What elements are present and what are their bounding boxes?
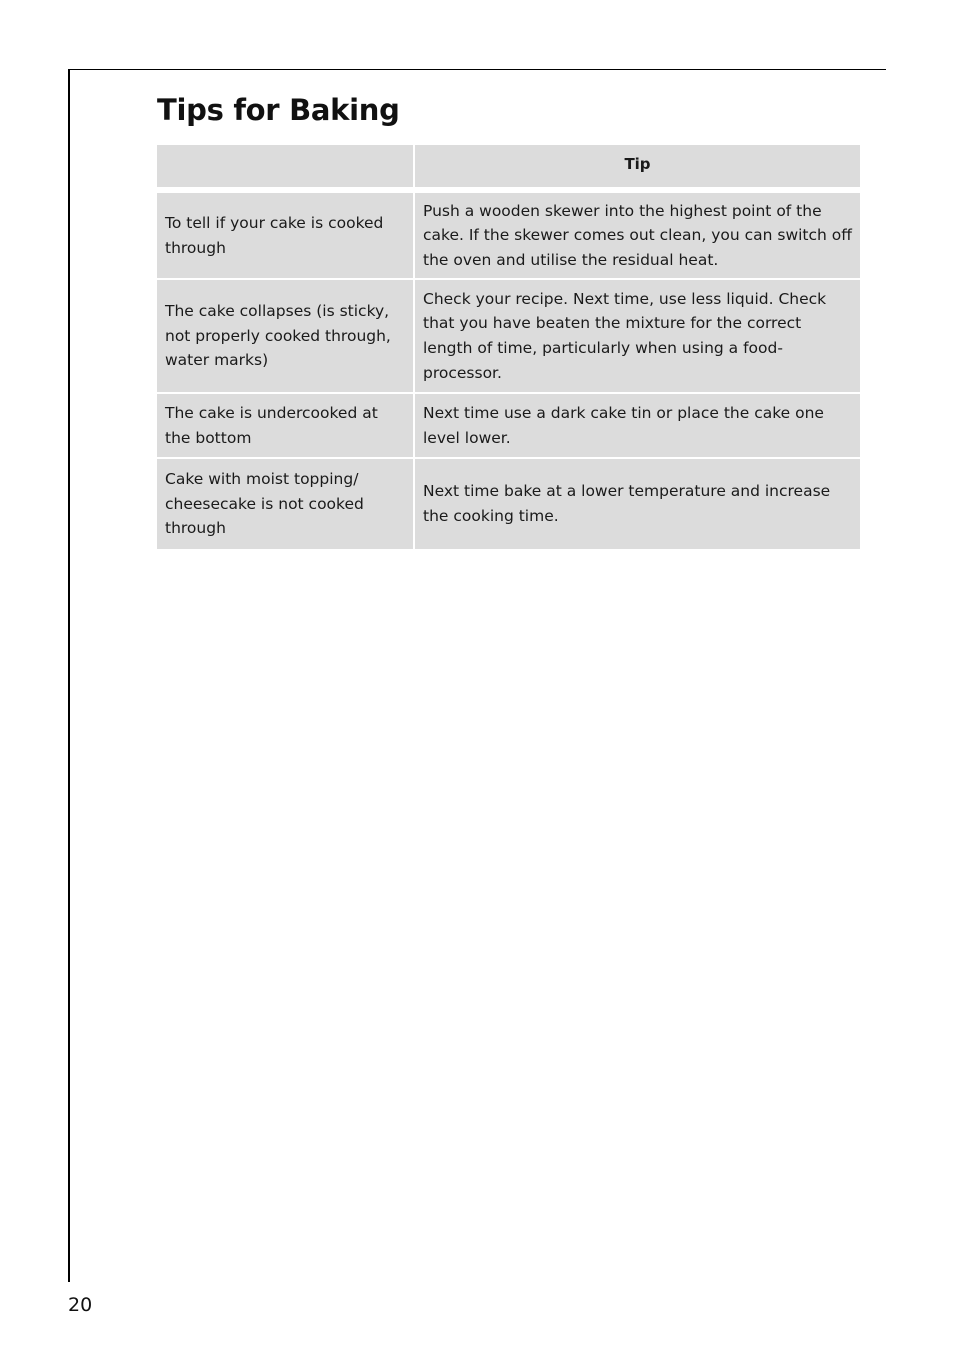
left-margin-rule: [68, 69, 70, 1282]
table-header-row: [157, 145, 860, 193]
baking-tips-table: [157, 145, 860, 549]
tip-cell: Check your recipe. Next time, use less liquid. Check that you have beaten the mixture for the correct length of time, particularly when using a food-processor.: [413, 280, 860, 394]
problem-cell: The cake is undercooked at the bottom: [157, 394, 413, 459]
column-header-tip: Tip: [413, 145, 860, 193]
table-row: [157, 459, 860, 549]
table-row: [157, 193, 860, 280]
page-number: 20: [68, 1294, 93, 1316]
tip-cell: Push a wooden skewer into the highest point of the cake. If the skewer comes out clean, you can switch off the oven and utilise the residual heat.: [413, 193, 860, 280]
problem-cell: To tell if your cake is cooked through: [157, 193, 413, 280]
top-rule: [68, 69, 886, 70]
page-title: Tips for Baking: [157, 93, 400, 127]
problem-cell: The cake collapses (is sticky, not properly cooked through, water marks): [157, 280, 413, 394]
table-row: [157, 280, 860, 394]
tip-cell: Next time use a dark cake tin or place the cake one level lower.: [413, 394, 860, 459]
problem-cell: Cake with moist topping/ cheesecake is not cooked through: [157, 459, 413, 549]
table-row: [157, 394, 860, 459]
tip-cell: Next time bake at a lower temperature and increase the cooking time.: [413, 459, 860, 549]
column-header-problem: [157, 145, 413, 193]
